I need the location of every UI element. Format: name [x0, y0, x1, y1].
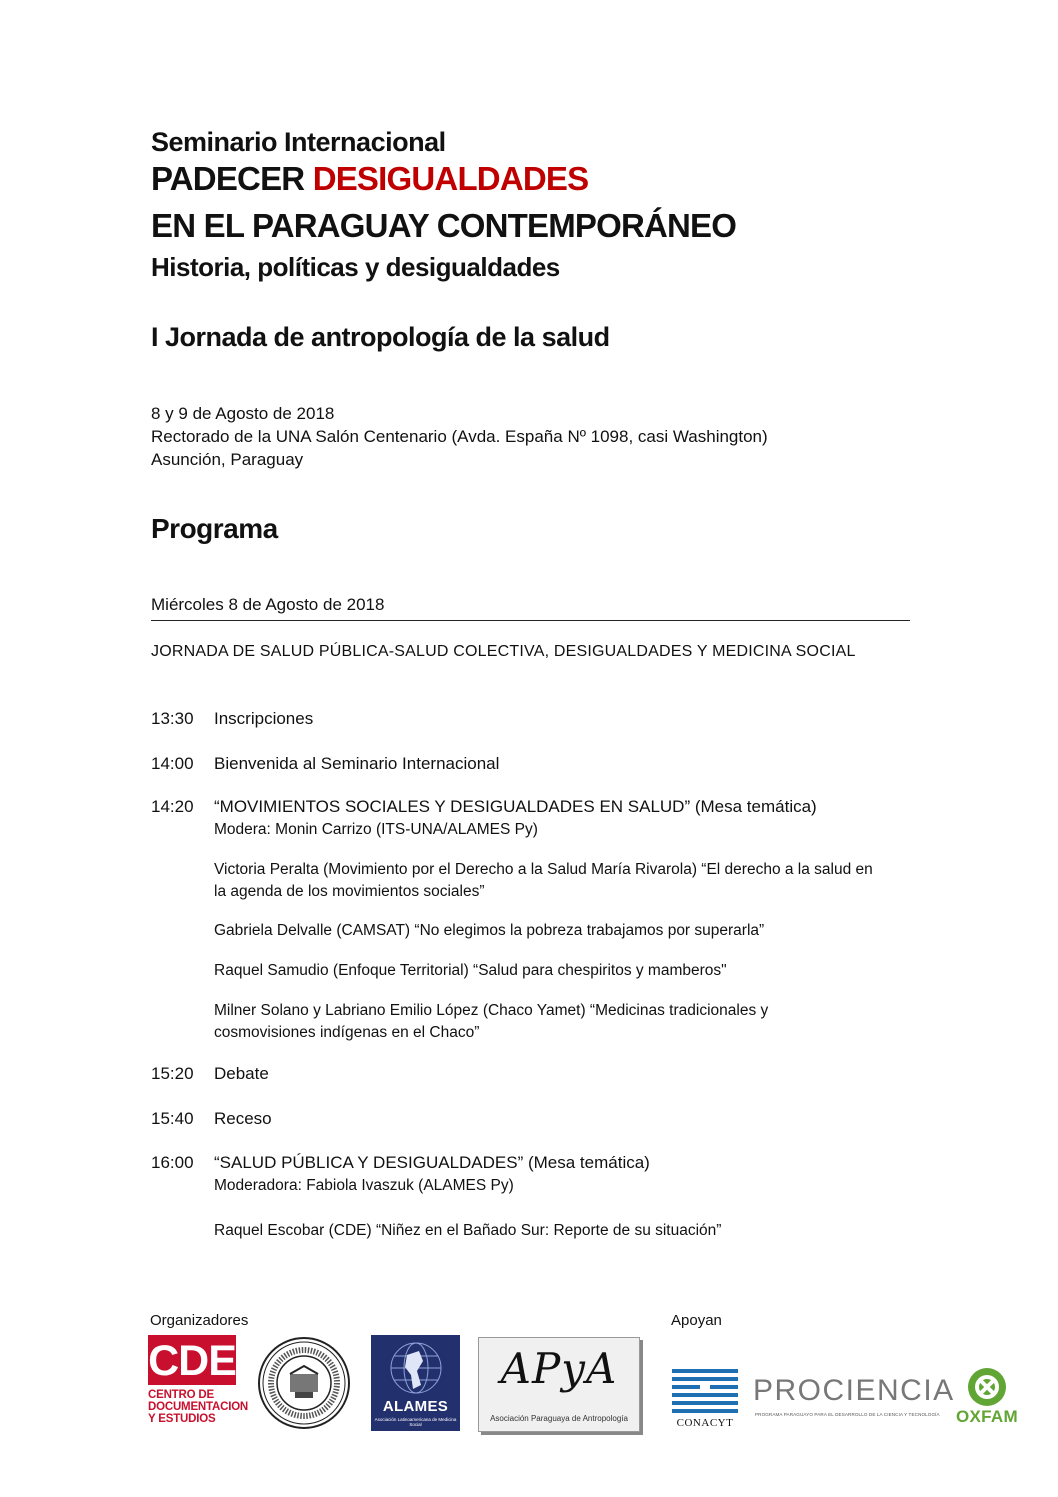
jornada-section-title: JORNADA DE SALUD PÚBLICA-SALUD COLECTIVA, DESIGUALDADES Y MEDICINA SOCIAL [151, 643, 856, 660]
schedule-item [151, 754, 499, 774]
talk-item: Victoria Peralta (Movimiento por el Derecho a la Salud María Rivarola) “El derecho a la salud en la agenda de los movimientos sociales” [214, 861, 873, 900]
schedule-item [151, 1064, 269, 1084]
conacyt-logo [672, 1367, 738, 1417]
cde-logo-mark: CDE [148, 1337, 236, 1385]
apya-logo-subtext: Asociación Paraguaya de Antropología [490, 1414, 628, 1423]
program-heading: Programa [151, 513, 278, 544]
event-city: Asunción, Paraguay [151, 450, 304, 469]
organizers-label: Organizadores [150, 1312, 249, 1329]
prociencia-logo-text: PROCIENCIA [753, 1374, 955, 1407]
alames-logo [371, 1335, 460, 1431]
schedule-text: “MOVIMIENTOS SOCIALES Y DESIGUALDADES EN SALUD” (Mesa temática) [214, 797, 817, 816]
schedule-text: Receso [214, 1109, 272, 1128]
schedule-time: 15:40 [151, 1109, 194, 1128]
schedule-item [151, 709, 313, 729]
event-subtitle: Historia, políticas y desigualdades [151, 252, 560, 282]
prociencia-logo-subtext: PROGRAMA PARAGUAYO PARA EL DESARROLLO DE LA CIENCIA Y TECNOLOGÍA [755, 1412, 940, 1417]
apya-logo-text: APyA [500, 1344, 618, 1393]
schedule-item [151, 797, 817, 817]
globe-icon [389, 1341, 443, 1395]
oxfam-logo [966, 1367, 1008, 1407]
apya-logo [478, 1337, 640, 1432]
talk-item: Raquel Samudio (Enfoque Territorial) “Salud para chespiritos y mamberos" [214, 962, 727, 979]
talk-item: Raquel Escobar (CDE) “Niñez en el Bañado Sur: Reporte de su situación” [214, 1222, 722, 1239]
schedule-item [151, 1153, 650, 1173]
cde-logo-line1: CENTRO DE [148, 1389, 214, 1401]
event-venue: Rectorado de la UNA Salón Centenario (Avda. España Nº 1098, casi Washington) [151, 427, 768, 446]
moderator-line: Moderadora: Fabiola Ivaszuk (ALAMES Py) [214, 1177, 514, 1194]
moderator-line: Modera: Monin Carrizo (ITS-UNA/ALAMES Py) [214, 821, 538, 838]
program-day: Miércoles 8 de Agosto de 2018 [151, 595, 385, 614]
title-part1: PADECER [151, 160, 313, 197]
alames-logo-text: ALAMES [382, 1398, 449, 1415]
support-label: Apoyan [671, 1312, 722, 1329]
divider [151, 620, 910, 621]
schedule-time: 14:20 [151, 797, 194, 816]
schedule-time: 13:30 [151, 709, 194, 728]
una-seal-logo [257, 1336, 351, 1430]
event-title-line2: EN EL PARAGUAY CONTEMPORÁNEO [151, 207, 737, 244]
schedule-item [151, 1109, 272, 1129]
cde-logo-line2: DOCUMENTACION [148, 1401, 249, 1413]
alames-logo-subtext: Asociación Latinoamericana de Medicina Social [374, 1417, 457, 1427]
talk-item: Gabriela Delvalle (CAMSAT) “No elegimos la pobreza trabajamos por superarla” [214, 922, 765, 939]
schedule-text: “SALUD PÚBLICA Y DESIGUALDADES” (Mesa temática) [214, 1153, 650, 1172]
schedule-text: Debate [214, 1064, 269, 1083]
seminar-label: Seminario Internacional [151, 127, 446, 157]
schedule-text: Bienvenida al Seminario Internacional [214, 754, 500, 773]
event-dates: 8 y 9 de Agosto de 2018 [151, 404, 335, 423]
talk-item: Milner Solano y Labriano Emilio López (Chaco Yamet) “Medicinas tradicionales y cosmovisiones indígenas en el Chaco” [214, 1002, 769, 1041]
event-title-line1 [151, 160, 588, 198]
schedule-time: 14:00 [151, 754, 194, 773]
schedule-time: 16:00 [151, 1153, 194, 1172]
jornada-title: I Jornada de antropología de la salud [151, 322, 610, 352]
conacyt-logo-text: CONACYT [676, 1417, 734, 1429]
oxfam-logo-text: OXFAM [956, 1407, 1018, 1426]
schedule-text: Inscripciones [214, 709, 314, 728]
title-highlight: DESIGUALDADES [312, 160, 589, 197]
cde-logo [148, 1335, 249, 1431]
cde-logo-line3: Y ESTUDIOS [148, 1413, 216, 1425]
schedule-time: 15:20 [151, 1064, 194, 1083]
